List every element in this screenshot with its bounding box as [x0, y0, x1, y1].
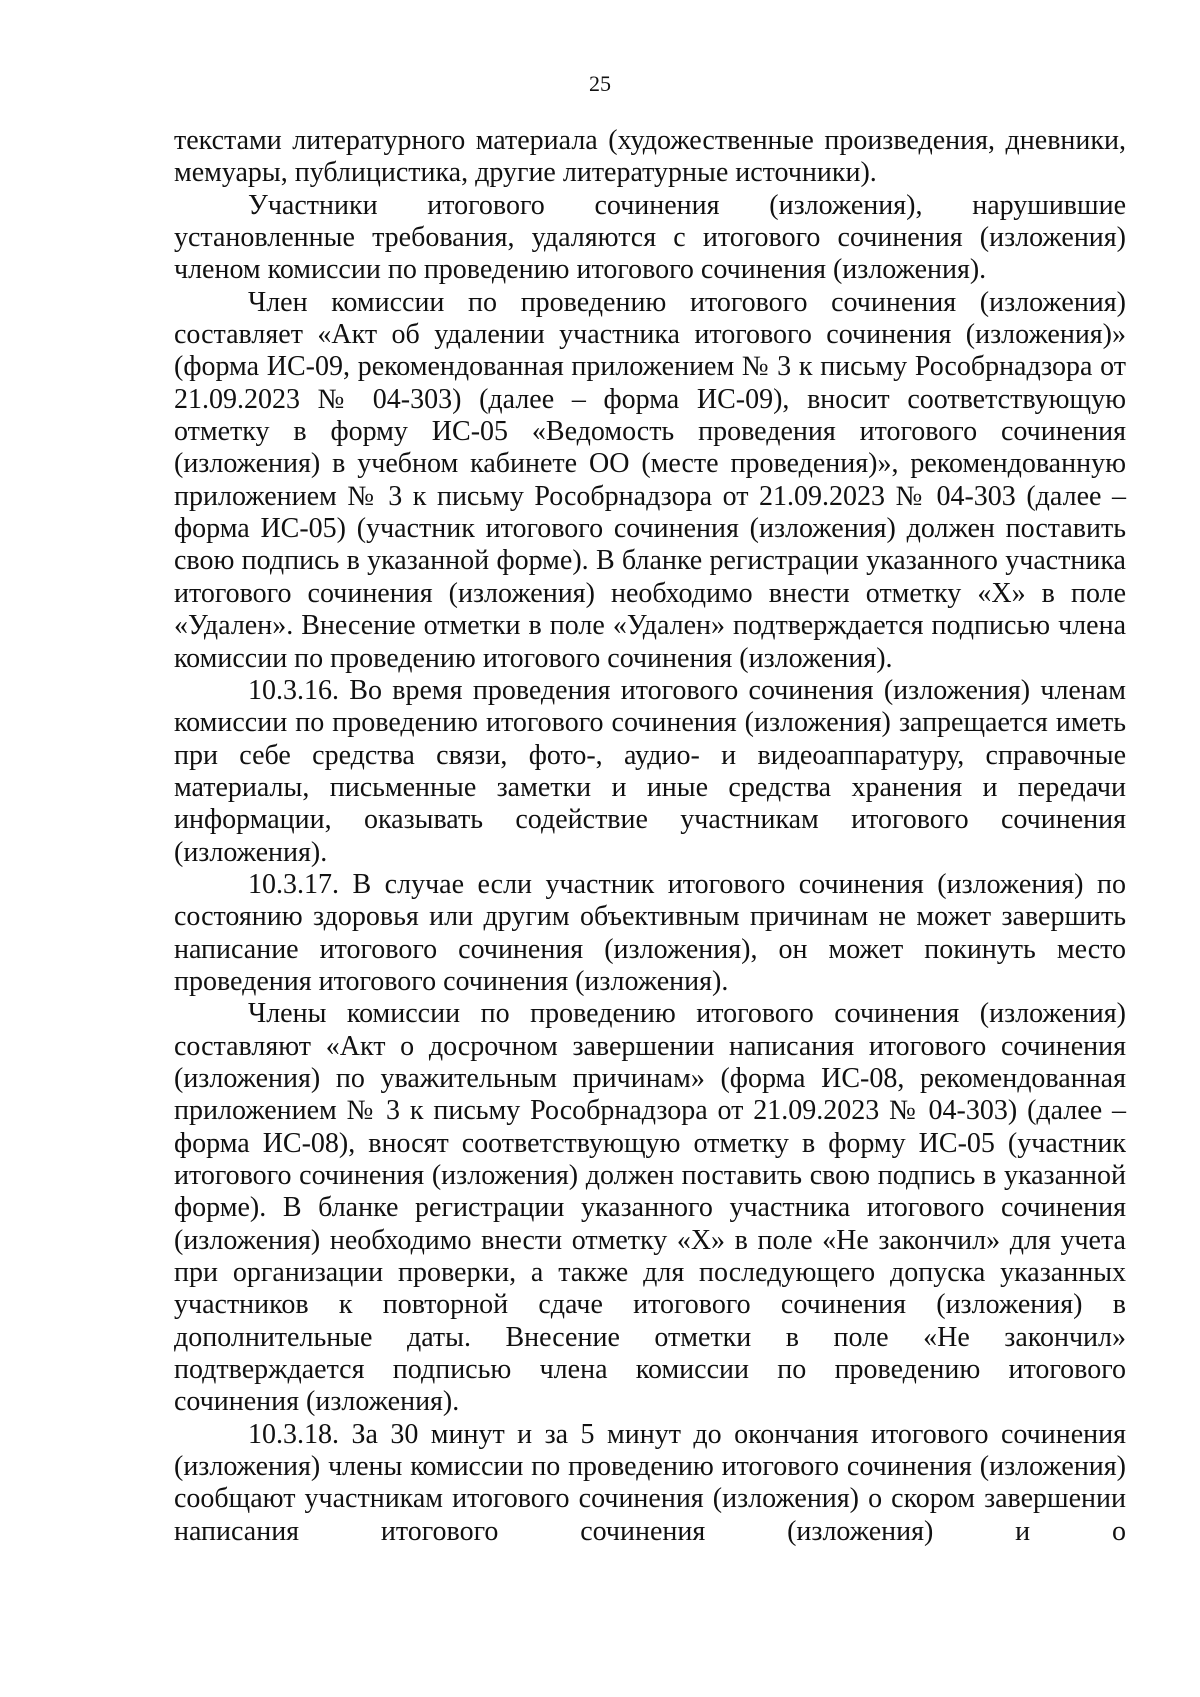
paragraph-early-completion-act: Члены комиссии по проведению итогового сочинения (изложения) составляют «Акт о досрочном завершении написания итогового сочинения (изложения) по уважительным причинам» (форма ИС-08, рекомендованная приложением № 3 к письму Рособрнадзора от 21.09.2023 № 04-303) (далее – форма ИС-08), вносят соответствующую отметку в форму ИС-05 (участник итогового сочинения (изложения) должен поставить свою подпись в указанной форме). В бланке регистрации указанного участника итогового сочинения (изложения) необходимо внести отметку «Х» в поле «Не закончил» для учета при организации проверки, а также для последующего допуска указанных участников к повторной сдаче итогового сочинения (изложения) в дополнительные даты. Внесение отметки в поле «Не закончил» подтверждается подписью члена комиссии по проведению итогового сочинения (изложения).: [174, 998, 1126, 1418]
paragraph-violators-removed: Участники итогового сочинения (изложения), нарушившие установленные требования, удаляются с итогового сочинения (изложения) членом комиссии по проведению итогового сочинения (изложения).: [174, 189, 1126, 286]
paragraph-continuation: текстами литературного материала (художественные произведения, дневники, мемуары, публицистика, другие литературные источники).: [174, 125, 1126, 189]
paragraph-removal-act: Член комиссии по проведению итогового сочинения (изложения) составляет «Акт об удалении участника итогового сочинения (изложения)» (форма ИС-09, рекомендованная приложением № 3 к письму Рособрнадзора от 21.09.2023 № 04-303) (далее – форма ИС-09), вносит соответствующую отметку в форму ИС-05 «Ведомость проведения итогового сочинения (изложения) в учебном кабинете ОО (месте проведения)», рекомендованную приложением № 3 к письму Рособрнадзора от 21.09.2023 № 04-303 (далее – форма ИС-05) (участник итогового сочинения (изложения) должен поставить свою подпись в указанной форме). В бланке регистрации указанного участника итогового сочинения (изложения) необходимо внести отметку «Х» в поле «Удален». Внесение отметки в поле «Удален» подтверждается подписью члена комиссии по проведению итогового сочинения (изложения).: [174, 286, 1126, 674]
paragraph-10-3-17: 10.3.17. В случае если участник итогового сочинения (изложения) по состоянию здоровья или другим объективным причинам не может завершить написание итогового сочинения (изложения), он может покинуть место проведения итогового сочинения (изложения).: [174, 868, 1126, 997]
paragraph-10-3-18: 10.3.18. За 30 минут и за 5 минут до окончания итогового сочинения (изложения) члены комиссии по проведению итогового сочинения (изложения) сообщают участникам итогового сочинения (изложения) о скором завершении написания итогового сочинения (изложения) и о: [174, 1418, 1126, 1547]
paragraph-10-3-16: 10.3.16. Во время проведения итогового сочинения (изложения) членам комиссии по проведению итогового сочинения (изложения) запрещается иметь при себе средства связи, фото-, аудио- и видеоаппаратуру, справочные материалы, письменные заметки и иные средства хранения и передачи информации, оказывать содействие участникам итогового сочинения (изложения).: [174, 674, 1126, 868]
page-number: 25: [589, 71, 611, 96]
document-body: [174, 125, 1126, 1548]
